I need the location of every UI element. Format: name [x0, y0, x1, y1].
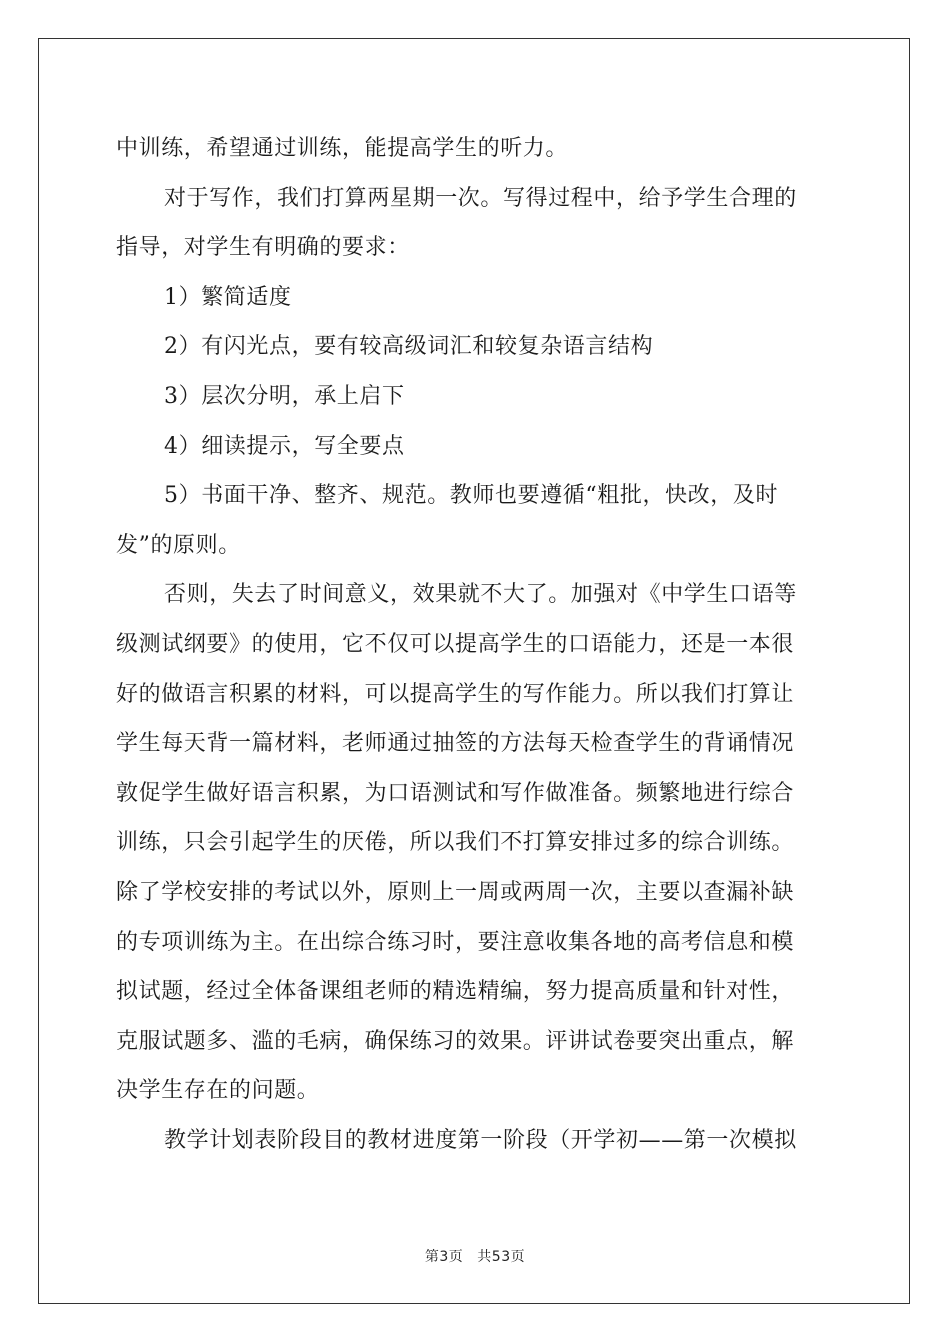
text-line: 指导，对学生有明确的要求：: [116, 235, 410, 261]
current-page-number: 第3页: [424, 1249, 464, 1265]
list-item: 4）细读提示，写全要点: [164, 433, 405, 459]
text-line: 发”的原则。: [116, 532, 241, 558]
text-line: 敦促学生做好语言积累，为口语测试和写作做准备。频繁地进行综合: [116, 780, 795, 806]
text-line: 训练，只会引起学生的厌倦，所以我们不打算安排过多的综合训练。: [116, 830, 795, 856]
document-body: [116, 124, 832, 1165]
text-line: 学生每天背一篇材料，老师通过抽签的方法每天检查学生的背诵情况: [116, 731, 795, 757]
page-footer: [0, 1246, 950, 1266]
text-line: 拟试题，经过全体备课组老师的精选精编，努力提高质量和针对性，: [116, 979, 795, 1005]
text-line: 好的做语言积累的材料，可以提高学生的写作能力。所以我们打算让: [116, 681, 795, 707]
total-pages: 共53页: [477, 1249, 526, 1265]
list-item: 5）书面干净、整齐、规范。教师也要遵循“粗批，快改，及时: [164, 483, 779, 509]
list-item: 2）有闪光点，要有较高级词汇和较复杂语言结构: [164, 334, 654, 360]
text-line: 除了学校安排的考试以外，原则上一周或两周一次，主要以查漏补缺: [116, 879, 795, 905]
text-line: 级测试纲要》的使用，它不仅可以提高学生的口语能力，还是一本很: [116, 631, 795, 657]
text-line: 否则，失去了时间意义，效果就不大了。加强对《中学生口语等: [164, 582, 797, 608]
text-line: 的专项训练为主。在出综合练习时，要注意收集各地的高考信息和模: [116, 929, 795, 955]
text-line: 决学生存在的问题。: [116, 1078, 320, 1104]
list-item: 3）层次分明，承上启下: [164, 383, 405, 409]
list-item: 1）繁简适度: [164, 284, 292, 310]
text-line: 教学计划表阶段目的教材进度第一阶段（开学初——第一次模拟: [164, 1127, 797, 1153]
text-line: 克服试题多、滥的毛病，确保练习的效果。评讲试卷要突出重点，解: [116, 1028, 795, 1054]
text-line: 中训练，希望通过训练，能提高学生的听力。: [116, 136, 569, 161]
text-line: 对于写作，我们打算两星期一次。写得过程中，给予学生合理的: [164, 185, 797, 211]
